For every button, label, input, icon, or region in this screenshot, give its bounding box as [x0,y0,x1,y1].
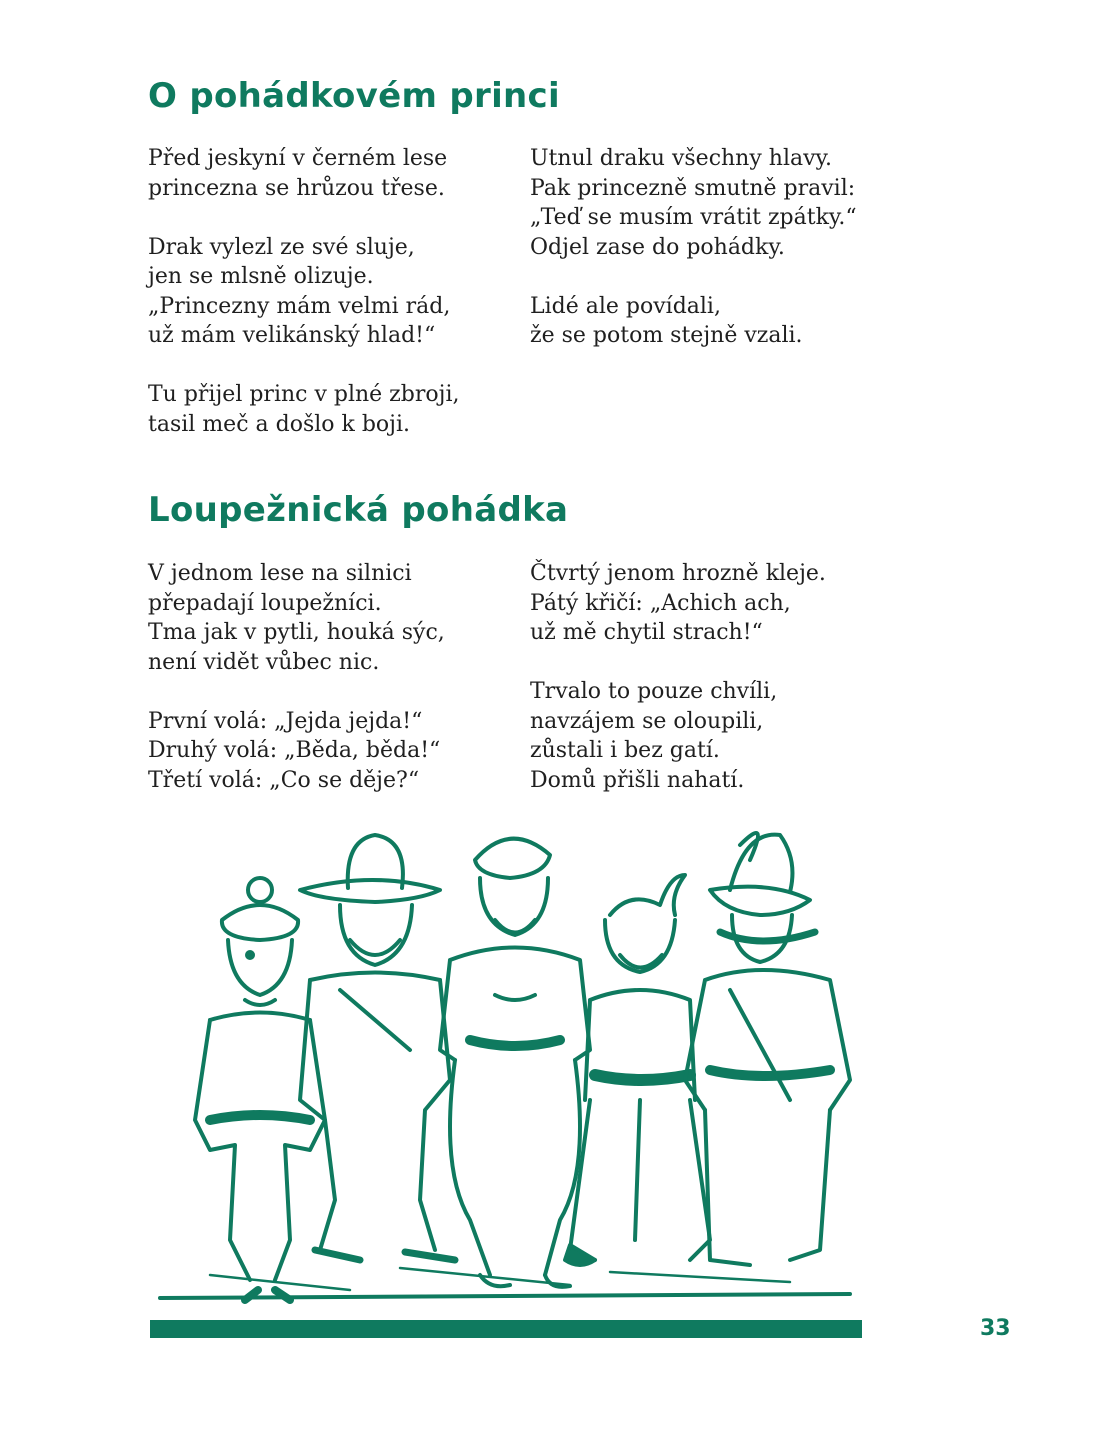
stanza [148,707,528,796]
verse-line: První volá: „Jejda jejda!“ [148,708,423,734]
verse-line: „Princezny mám velmi rád, [148,293,451,319]
verse-line: Domů přišli nahatí. [530,767,745,793]
verse-line: jen se mlsně olizuje. [148,264,374,289]
ground-bar [150,1320,862,1338]
verse-line: Čtvrtý jenom hrozně kleje. [530,561,826,586]
verse-line: Tu přijel princ v plné zbroji, [148,382,460,407]
robbers-illustration [150,820,870,1350]
verse-line: „Teď se musím vrátit zpátky.“ [530,205,857,230]
verse-line: tasil meč a došlo k boji. [148,411,411,437]
poem-prince-column-right [530,144,910,380]
robber-3 [440,839,590,1287]
verse-line: přepadají loupežníci. [148,590,382,616]
stanza [530,292,910,351]
verse-line: zůstali i bez gatí. [530,738,720,763]
poem-title-robbers: Loupežnická pohádka [148,490,569,530]
stanza [148,559,528,677]
verse-line: Pátý křičí: „Achich ach, [530,590,791,616]
stanza [530,144,910,262]
verse-line: Tma jak v pytli, houká sýc, [148,620,445,645]
verse-line: navzájem se oloupili, [530,708,764,734]
verse-line: už mám velikánský hlad!“ [148,323,436,348]
stanza [530,559,910,648]
robber-2 [300,835,455,1260]
poem-robbers-column-left [148,559,528,825]
verse-line: že se potom stejně vzali. [530,323,803,348]
verse-line: už mě chytil strach!“ [530,620,763,645]
verse-line: Odjel zase do pohádky. [530,234,785,260]
verse-line: Lidé ale povídali, [530,293,721,319]
stanza [148,144,528,203]
stanza [530,677,910,795]
stanza [148,380,528,439]
poem-robbers-column-right [530,559,910,825]
stanza [148,233,528,351]
verse-line: Drak vylezl ze své sluje, [148,234,415,260]
verse-line: Pak princezně smutně pravil: [530,175,856,201]
verse-line: není vidět vůbec nic. [148,649,380,675]
page-number: 33 [980,1316,1011,1341]
poem-prince-column-left [148,144,528,469]
robber-5 [685,833,850,1265]
verse-line: princezna se hrůzou třese. [148,175,445,201]
poem-title-prince: O pohádkovém princi [148,76,560,116]
verse-line: Před jeskyní v černém lese [148,146,448,171]
verse-line: V jednom lese na silnici [148,561,412,586]
verse-line: Druhý volá: „Běda, běda!“ [148,738,441,763]
verse-line: Třetí volá: „Co se děje?“ [148,767,420,793]
verse-line: Utnul draku všechny hlavy. [530,146,833,171]
robber-1 [195,878,325,1300]
verse-line: Trvalo to pouze chvíli, [530,679,778,704]
